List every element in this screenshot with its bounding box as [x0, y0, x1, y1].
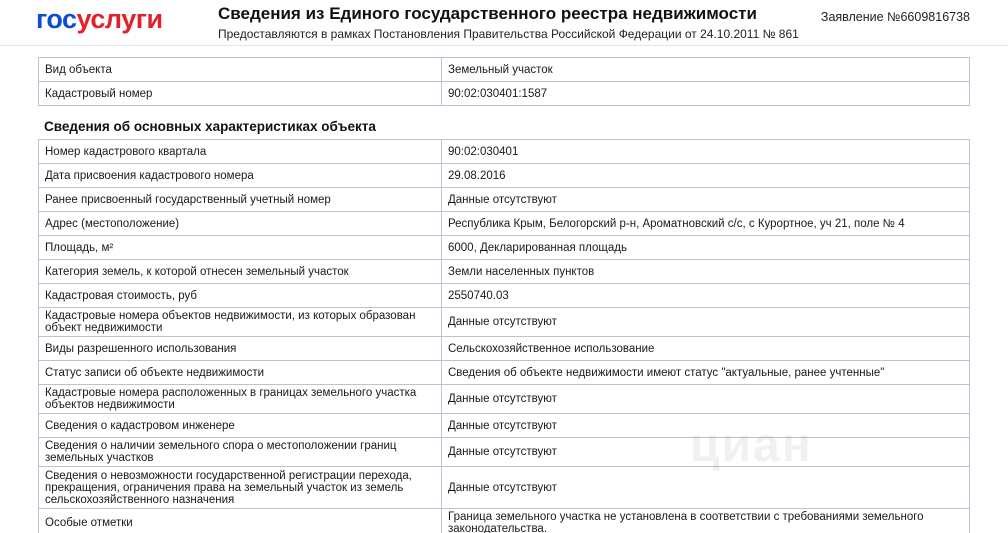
table-row: [39, 188, 970, 212]
row-value: 6000, Декларированная площадь: [442, 236, 970, 260]
row-label: Статус записи об объекте недвижимости: [39, 361, 442, 385]
row-label: Номер кадастрового квартала: [39, 140, 442, 164]
row-label: Особые отметки: [39, 509, 442, 533]
row-label: Виды разрешенного использования: [39, 337, 442, 361]
application-number: Заявление №6609816738: [820, 10, 970, 24]
row-value: Данные отсутствуют: [442, 188, 970, 212]
row-value: Земли населенных пунктов: [442, 260, 970, 284]
row-value: Сельскохозяйственное использование: [442, 337, 970, 361]
row-label: Ранее присвоенный государственный учетный номер: [39, 188, 442, 212]
row-value: Данные отсутствуют: [442, 385, 970, 414]
document-title: Сведения из Единого государственного реестра недвижимости: [218, 4, 757, 23]
row-value: Данные отсутствуют: [442, 438, 970, 467]
table-row: [39, 260, 970, 284]
page-header: [0, 0, 1008, 46]
row-value: Граница земельного участка не установлена в соответствии с требованиями земельного законодательства.: [442, 509, 970, 533]
row-label: Дата присвоения кадастрового номера: [39, 164, 442, 188]
table-row: [39, 82, 970, 106]
table-row: [39, 361, 970, 385]
table-row: [39, 509, 970, 533]
row-value: 90:02:030401: [442, 140, 970, 164]
row-value: Республика Крым, Белогорский р-н, Ароматновский с/с, с Курортное, уч 21, поле № 4: [442, 212, 970, 236]
table-row: [39, 236, 970, 260]
row-label: Площадь, м²: [39, 236, 442, 260]
document-subtitle: Предоставляются в рамках Постановления Правительства Российской Федерации от 24.10.2011 № 861: [218, 27, 799, 41]
row-label: Сведения о кадастровом инженере: [39, 414, 442, 438]
object-table: [38, 57, 970, 106]
row-label: Кадастровые номера объектов недвижимости, из которых образован объект недвижимости: [39, 308, 442, 337]
table-row: [39, 414, 970, 438]
row-label: Кадастровый номер: [39, 82, 442, 106]
row-label: Сведения о невозможности государственной регистрации перехода, прекращения, ограничения права на земельный участок из земель сельскохозяйственного назначения: [39, 467, 442, 509]
section-title: Сведения об основных характеристиках объекта: [44, 119, 376, 134]
gosuslugi-logo[interactable]: госуслуги: [36, 4, 163, 34]
row-value: Данные отсутствуют: [442, 467, 970, 509]
watermark: циан: [690, 419, 813, 472]
table-row: [39, 467, 970, 509]
row-value: Земельный участок: [442, 58, 970, 82]
table-row: [39, 164, 970, 188]
table-row: [39, 308, 970, 337]
table-row: [39, 438, 970, 467]
row-value: Сведения об объекте недвижимости имеют статус "актуальные, ранее учтенные": [442, 361, 970, 385]
table-row: [39, 337, 970, 361]
table-row: [39, 140, 970, 164]
row-value: 29.08.2016: [442, 164, 970, 188]
row-value: 2550740.03: [442, 284, 970, 308]
table-row: [39, 58, 970, 82]
row-value: Данные отсутствуют: [442, 308, 970, 337]
table-row: [39, 212, 970, 236]
table-row: [39, 284, 970, 308]
row-label: Вид объекта: [39, 58, 442, 82]
row-label: Категория земель, к которой отнесен земельный участок: [39, 260, 442, 284]
table-row: [39, 385, 970, 414]
row-label: Кадастровая стоимость, руб: [39, 284, 442, 308]
row-label: Сведения о наличии земельного спора о местоположении границ земельных участков: [39, 438, 442, 467]
row-label: Адрес (местоположение): [39, 212, 442, 236]
characteristics-table: [38, 139, 970, 533]
row-value: 90:02:030401:1587: [442, 82, 970, 106]
row-label: Кадастровые номера расположенных в границах земельного участка объектов недвижимости: [39, 385, 442, 414]
row-value: Данные отсутствуют: [442, 414, 970, 438]
